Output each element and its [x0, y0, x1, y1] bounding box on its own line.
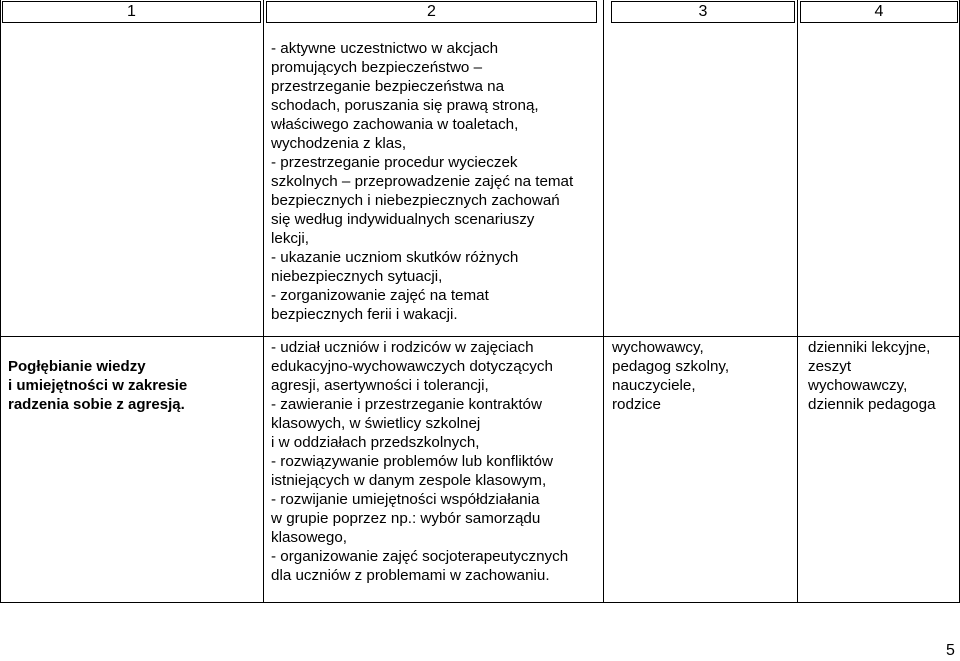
table-border-bottom: [0, 602, 960, 603]
row-divider: [0, 336, 960, 337]
table-divider-3: [797, 0, 798, 603]
text-line: schodach, poruszania się prawą stroną,: [271, 97, 539, 114]
text-line: niebezpiecznych sytuacji,: [271, 268, 443, 285]
text-line: wychowawczy,: [808, 377, 908, 394]
text-line: - aktywne uczestnictwo w akcjach: [271, 40, 499, 57]
text-line: dzienniki lekcyjne,: [808, 339, 931, 356]
text-line: dziennik pedagoga: [808, 396, 936, 413]
text-line: - udział uczniów i rodziców w zajęciach: [271, 339, 534, 356]
text-line: dla uczniów z problemami w zachowaniu.: [271, 567, 550, 584]
table-divider-2: [603, 0, 604, 603]
text-line: radzenia sobie z agresją.: [8, 396, 185, 413]
table-divider-1: [263, 0, 264, 603]
text-line: klasowych, w świetlicy szkolnej: [271, 415, 481, 432]
text-line: klasowego,: [271, 529, 347, 546]
text-line: - rozwijanie umiejętności współdziałania: [271, 491, 540, 508]
text-line: w grupie poprzez np.: wybór samorządu: [271, 510, 541, 527]
text-line: lekcji,: [271, 230, 309, 247]
page-number: 5: [946, 642, 955, 659]
text-line: wychowawcy,: [612, 339, 704, 356]
text-line: i w oddziałach przedszkolnych,: [271, 434, 480, 451]
row2-activities: [271, 338, 598, 585]
text-line: zeszyt: [808, 358, 852, 375]
row2-topic: [8, 357, 260, 414]
text-line: wychodzenia z klas,: [271, 135, 407, 152]
text-line: nauczyciele,: [612, 377, 696, 394]
header-cell-4: [800, 1, 958, 23]
text-line: - przestrzeganie procedur wycieczek: [271, 154, 518, 171]
header-label: 4: [874, 3, 884, 20]
text-line: pedagog szkolny,: [612, 358, 730, 375]
text-line: się według indywidualnych scenariuszy: [271, 211, 535, 228]
header-cell-1: [2, 1, 261, 23]
header-cell-3: [611, 1, 795, 23]
text-line: - ukazanie uczniom skutków różnych: [271, 249, 519, 266]
text-line: bezpiecznych i niebezpiecznych zachowań: [271, 192, 560, 209]
text-line: szkolnych – przeprowadzenie zajęć na temat: [271, 173, 574, 190]
text-line: - zorganizowanie zajęć na temat: [271, 287, 489, 304]
text-line: istniejących w danym zespole klasowym,: [271, 472, 547, 489]
text-line: bezpiecznych ferii i wakacji.: [271, 306, 458, 323]
text-line: przestrzeganie bezpieczeństwa na: [271, 78, 505, 95]
text-line: - organizowanie zajęć socjoterapeutycznych: [271, 548, 569, 565]
table-border-left: [0, 0, 1, 603]
text-line: promujących bezpieczeństwo –: [271, 59, 483, 76]
header-label: 2: [427, 3, 436, 20]
row1-activities: [271, 39, 598, 324]
text-line: właściwego zachowania w toaletach,: [271, 116, 519, 133]
header-cell-2: [266, 1, 597, 23]
header-label: 1: [127, 3, 136, 20]
text-line: - rozwiązywanie problemów lub konfliktów: [271, 453, 553, 470]
text-line: rodzice: [612, 396, 661, 413]
header-label: 3: [698, 3, 708, 20]
text-line: edukacyjno-wychowawczych dotyczących: [271, 358, 553, 375]
row2-documentation: [808, 338, 958, 414]
text-line: agresji, asertywności i tolerancji,: [271, 377, 489, 394]
text-line: - zawieranie i przestrzeganie kontraktów: [271, 396, 542, 413]
text-line: Pogłębianie wiedzy: [8, 358, 146, 375]
text-line: i umiejętności w zakresie: [8, 377, 188, 394]
row2-responsible: [612, 338, 794, 414]
